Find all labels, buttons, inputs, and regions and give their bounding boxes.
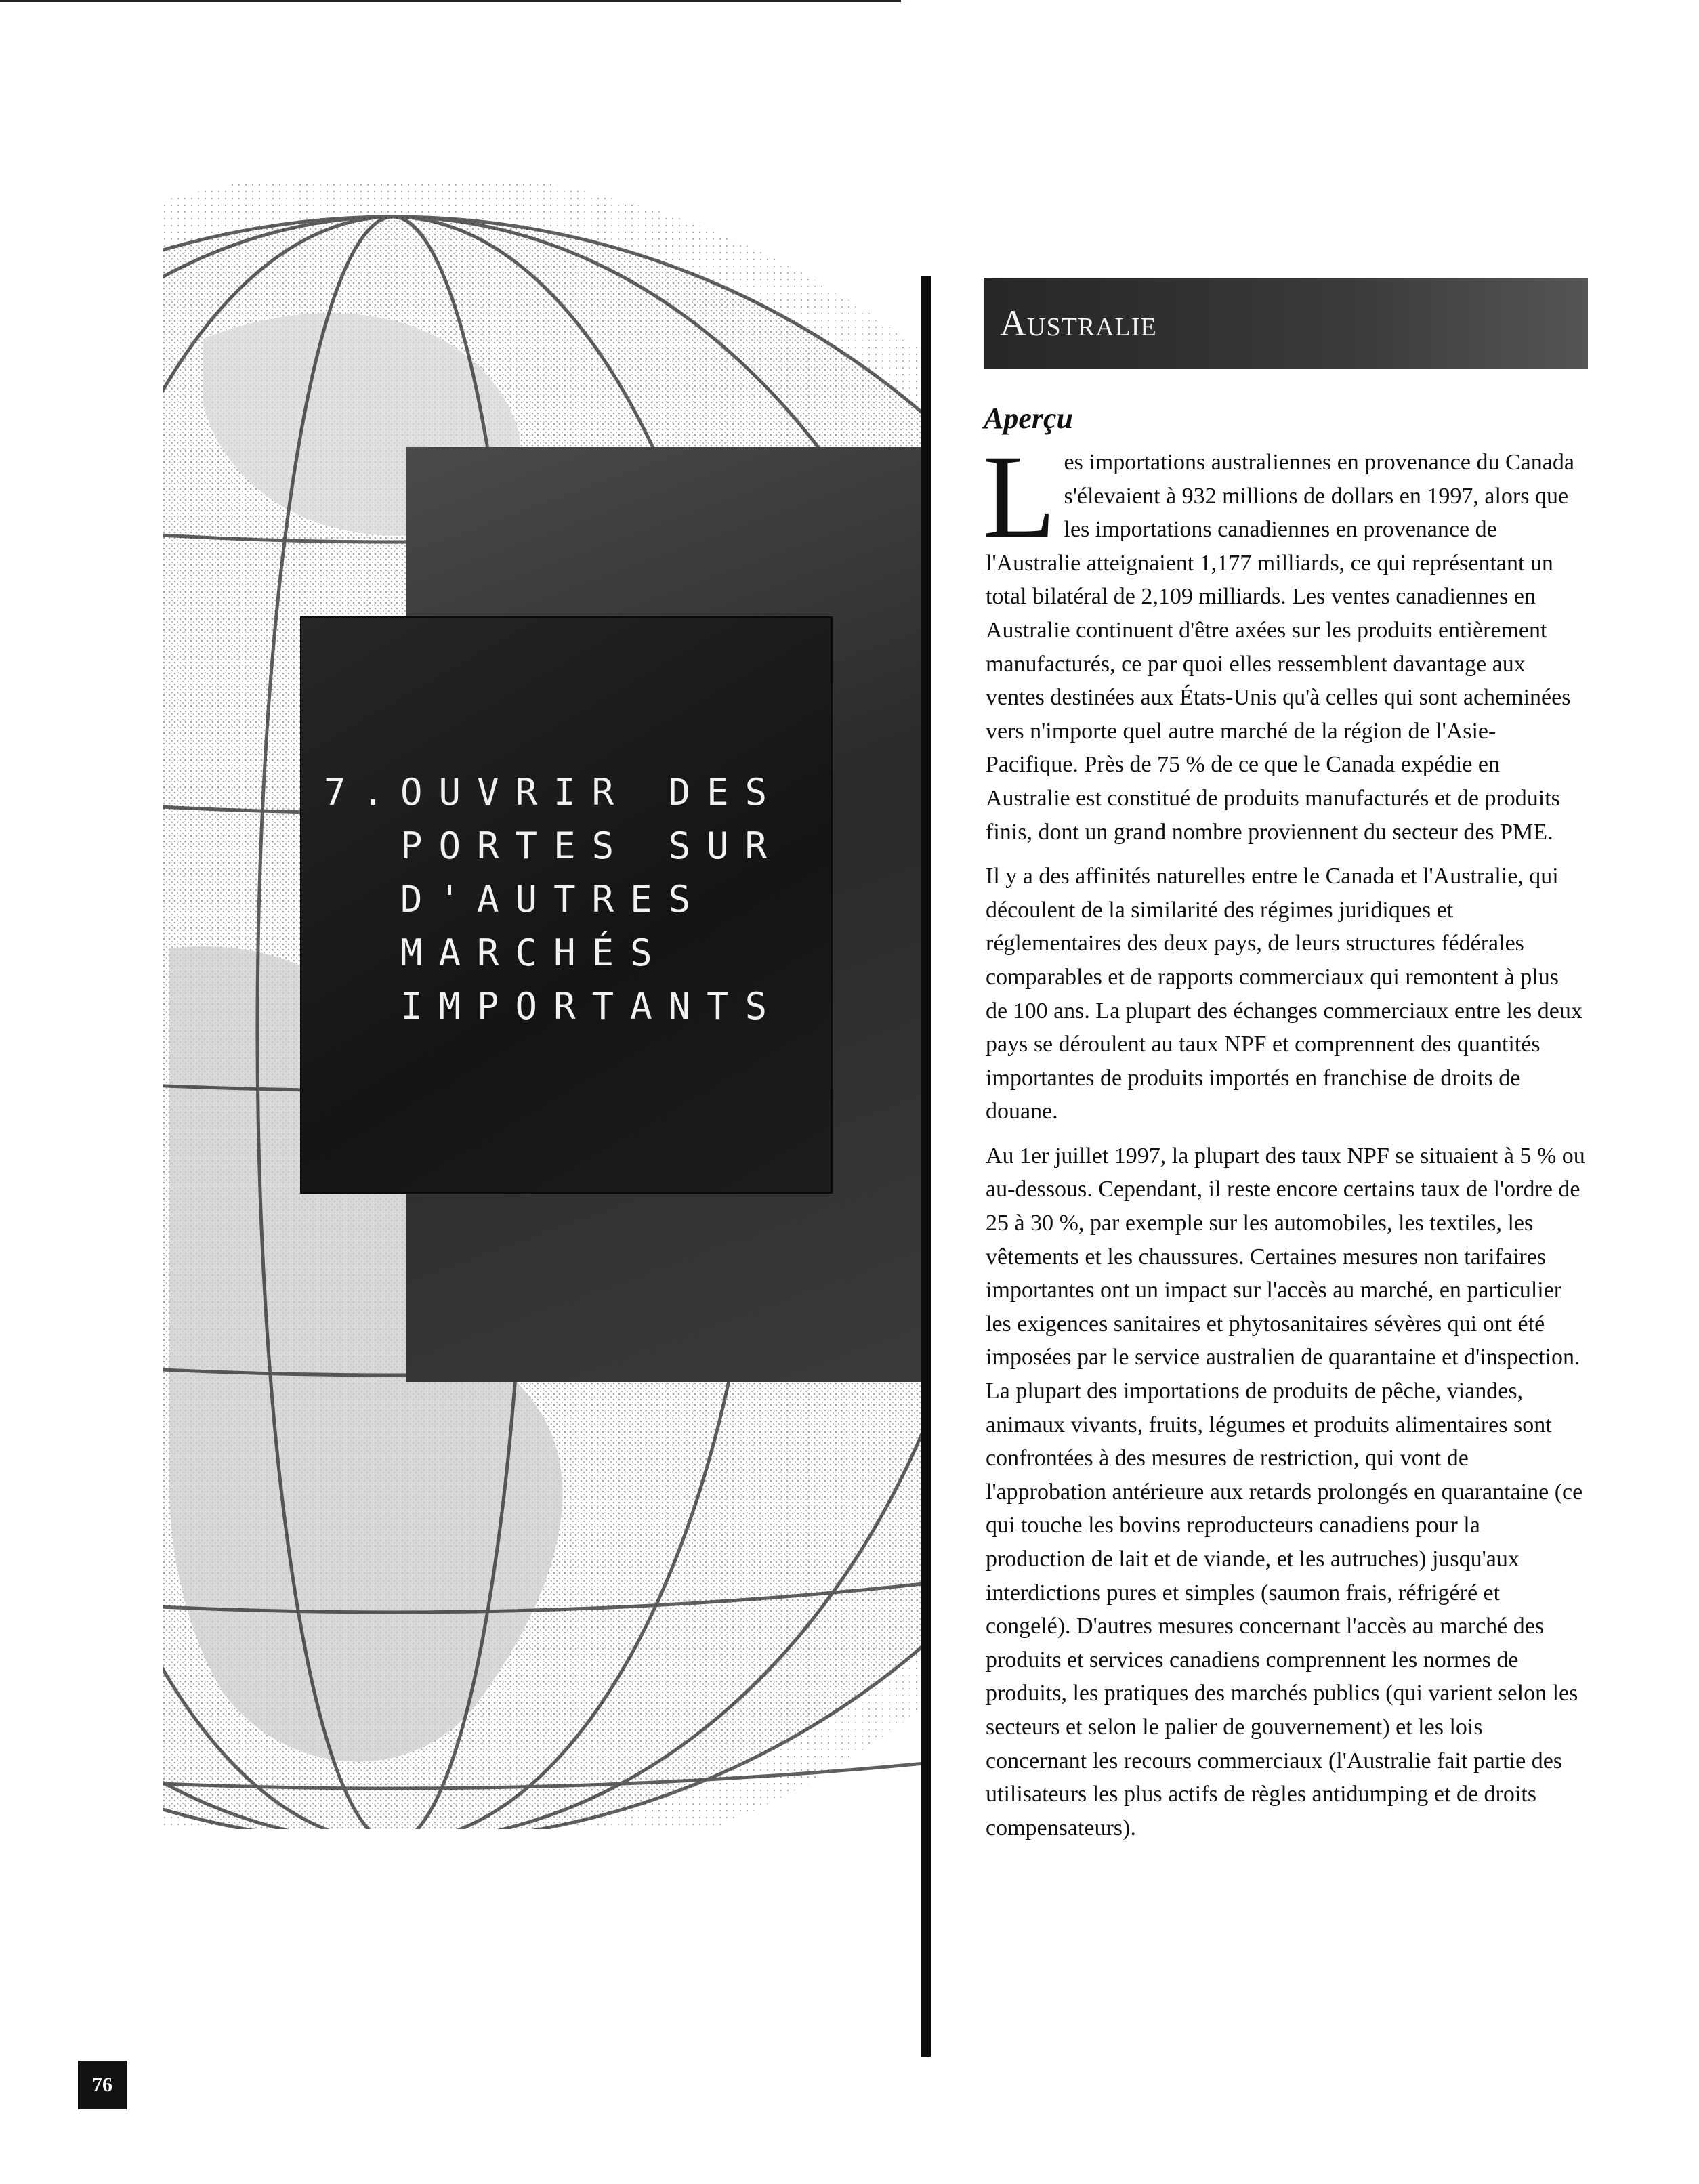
chapter-title-line: MARCHÉS bbox=[324, 931, 669, 974]
column-divider bbox=[921, 276, 931, 2057]
section-subheading: Aperçu bbox=[984, 402, 1073, 435]
chapter-title-line: D'AUTRES bbox=[324, 878, 707, 921]
dropcap: L bbox=[983, 431, 1056, 563]
paragraph: Il y a des affinités naturelles entre le Canada et l'Australie, qui découlent de la similarité des régimes juridiques et réglementaires des deux pays, de leurs structures fédérales comparables et de rapports commerciaux qui remontent à plus de 100 ans. La plupart des échanges commerciaux entre les deux pays se déroulent au taux NPF et comprennent des quantités importantes de produits importés en franchise de droits de douane. bbox=[986, 864, 1582, 1125]
chapter-title-line: IMPORTANTS bbox=[324, 985, 784, 1028]
section-title: Australie bbox=[1000, 303, 1157, 343]
chapter-title-line: 7.OUVRIR DES bbox=[324, 771, 784, 814]
page-number: 76 bbox=[78, 2061, 127, 2109]
paragraph: Au 1er juillet 1997, la plupart des taux NPF se situaient à 5 % ou au-dessous. Cependant, il reste encore certains taux de l'ordre de 25 à 30 %, par exemple sur les automobiles, les textiles, les vêtements et les chaussures. Certaines mesures non tarifaires importantes ont un impact sur l'accès au marché, en particulier les exigences sanitaires et phytosanitaires sévères qui ont été imposées par le service australien de quarantaine et d'inspection. La plupart des importations de produits de pêche, viandes, animaux vivants, fruits, légumes et produits alimentaires sont confrontées à des mesures de restriction, qui vont de l'approbation antérieure aux retards prolongés en quarantaine (ce qui touche les bovins reproducteurs canadiens pour la production de lait et de viande, et les autruches) jusqu'aux interdictions pures et simples (saumon frais, réfrigéré et congelé). D'autres mesures concernant l'accès au marché des produits et services canadiens comprennent les normes de produits, les pratiques des marchés publics (qui varient selon les secteurs et selon le palier de gouvernement) et les lois concernant les recours commerciaux (l'Australie fait partie des utilisateurs les plus actifs de règles antidumping et de droits compensateurs). bbox=[986, 1143, 1585, 1841]
body-text bbox=[983, 431, 1585, 1855]
chapter-title bbox=[324, 765, 812, 1033]
paragraph-text: es importations australiennes en provenance du Canada s'élevaient à 932 millions de dollars en 1997, alors que les importations canadiennes en provenance de l'Australie atteignaient 1,177 milliards, ce qui représentant un total bilatéral de 2,109 milliards. Les ventes canadiennes en Australie continuent d'être axées sur les produits entièrement manufacturés, ce par quoi elles ressemblent davantage aux ventes destinées aux États-Unis qu'à celles qui sont acheminées vers n'importe quel autre marché de la région de l'Asie-Pacifique. Près de 75 % de ce que le Canada expédie en Australie est constitué de produits manufacturés et de produits finis, dont un grand nombre proviennent du secteur des PME. bbox=[986, 450, 1574, 845]
paragraph bbox=[983, 431, 1585, 849]
chapter-title-line: PORTES SUR bbox=[324, 824, 784, 867]
